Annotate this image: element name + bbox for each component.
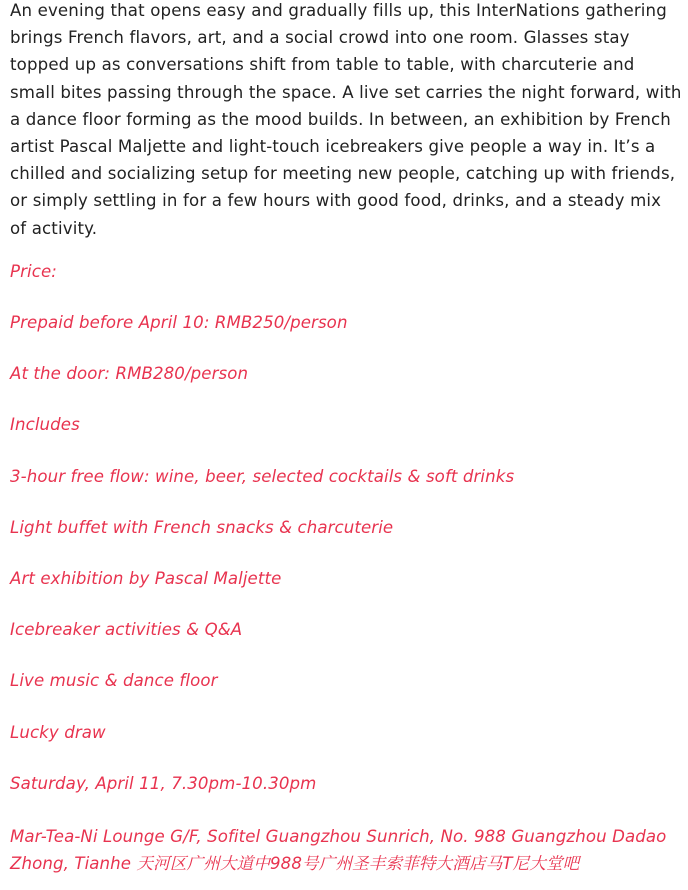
price-prepaid: Prepaid before April 10: RMB250/person (10, 313, 348, 333)
include-item-icebreaker: Icebreaker activities & Q&A (10, 620, 243, 640)
includes-label: Includes (10, 415, 80, 435)
include-item-live-music: Live music & dance floor (10, 671, 218, 691)
event-intro-paragraph: An evening that opens easy and gradually fills up, this InterNations gathering brings French flavors, art, and a social crowd into one room. Glasses stay topped up as conversations shift from table to table, with charcuterie and small bites passing through the space. A live set carries the night forward, with a dance floor forming as the mood builds. In between, an exhibition by French artist Pascal Maljette and light-touch icebreakers give people a way in. It’s a chilled and socializing setup for meeting new people, catching up with friends, or simply settling in for a few hours with good food, drinks, and a steady mix of activity. (10, 1, 682, 238)
include-item-free-flow: 3-hour free flow: wine, beer, selected cocktails & soft drinks (10, 466, 515, 486)
include-item-lucky-draw: Lucky draw (10, 722, 106, 742)
event-details (10, 260, 682, 878)
event-datetime: Saturday, April 11, 7.30pm-10.30pm (10, 773, 317, 793)
event-venue: Mar-Tea-Ni Lounge G/F, Sofitel Guangzhou Sunrich, No. 988 Guangzhou Dadao Zhong, Tianhe 天河区广州大道中988号广州圣丰索菲特大酒店马T尼大堂吧 (10, 826, 667, 874)
include-item-buffet: Light buffet with French snacks & charcuterie (10, 517, 394, 537)
price-label: Price: (10, 261, 57, 281)
include-item-art-exhibition: Art exhibition by Pascal Maljette (10, 568, 282, 588)
price-door: At the door: RMB280/person (10, 364, 249, 384)
